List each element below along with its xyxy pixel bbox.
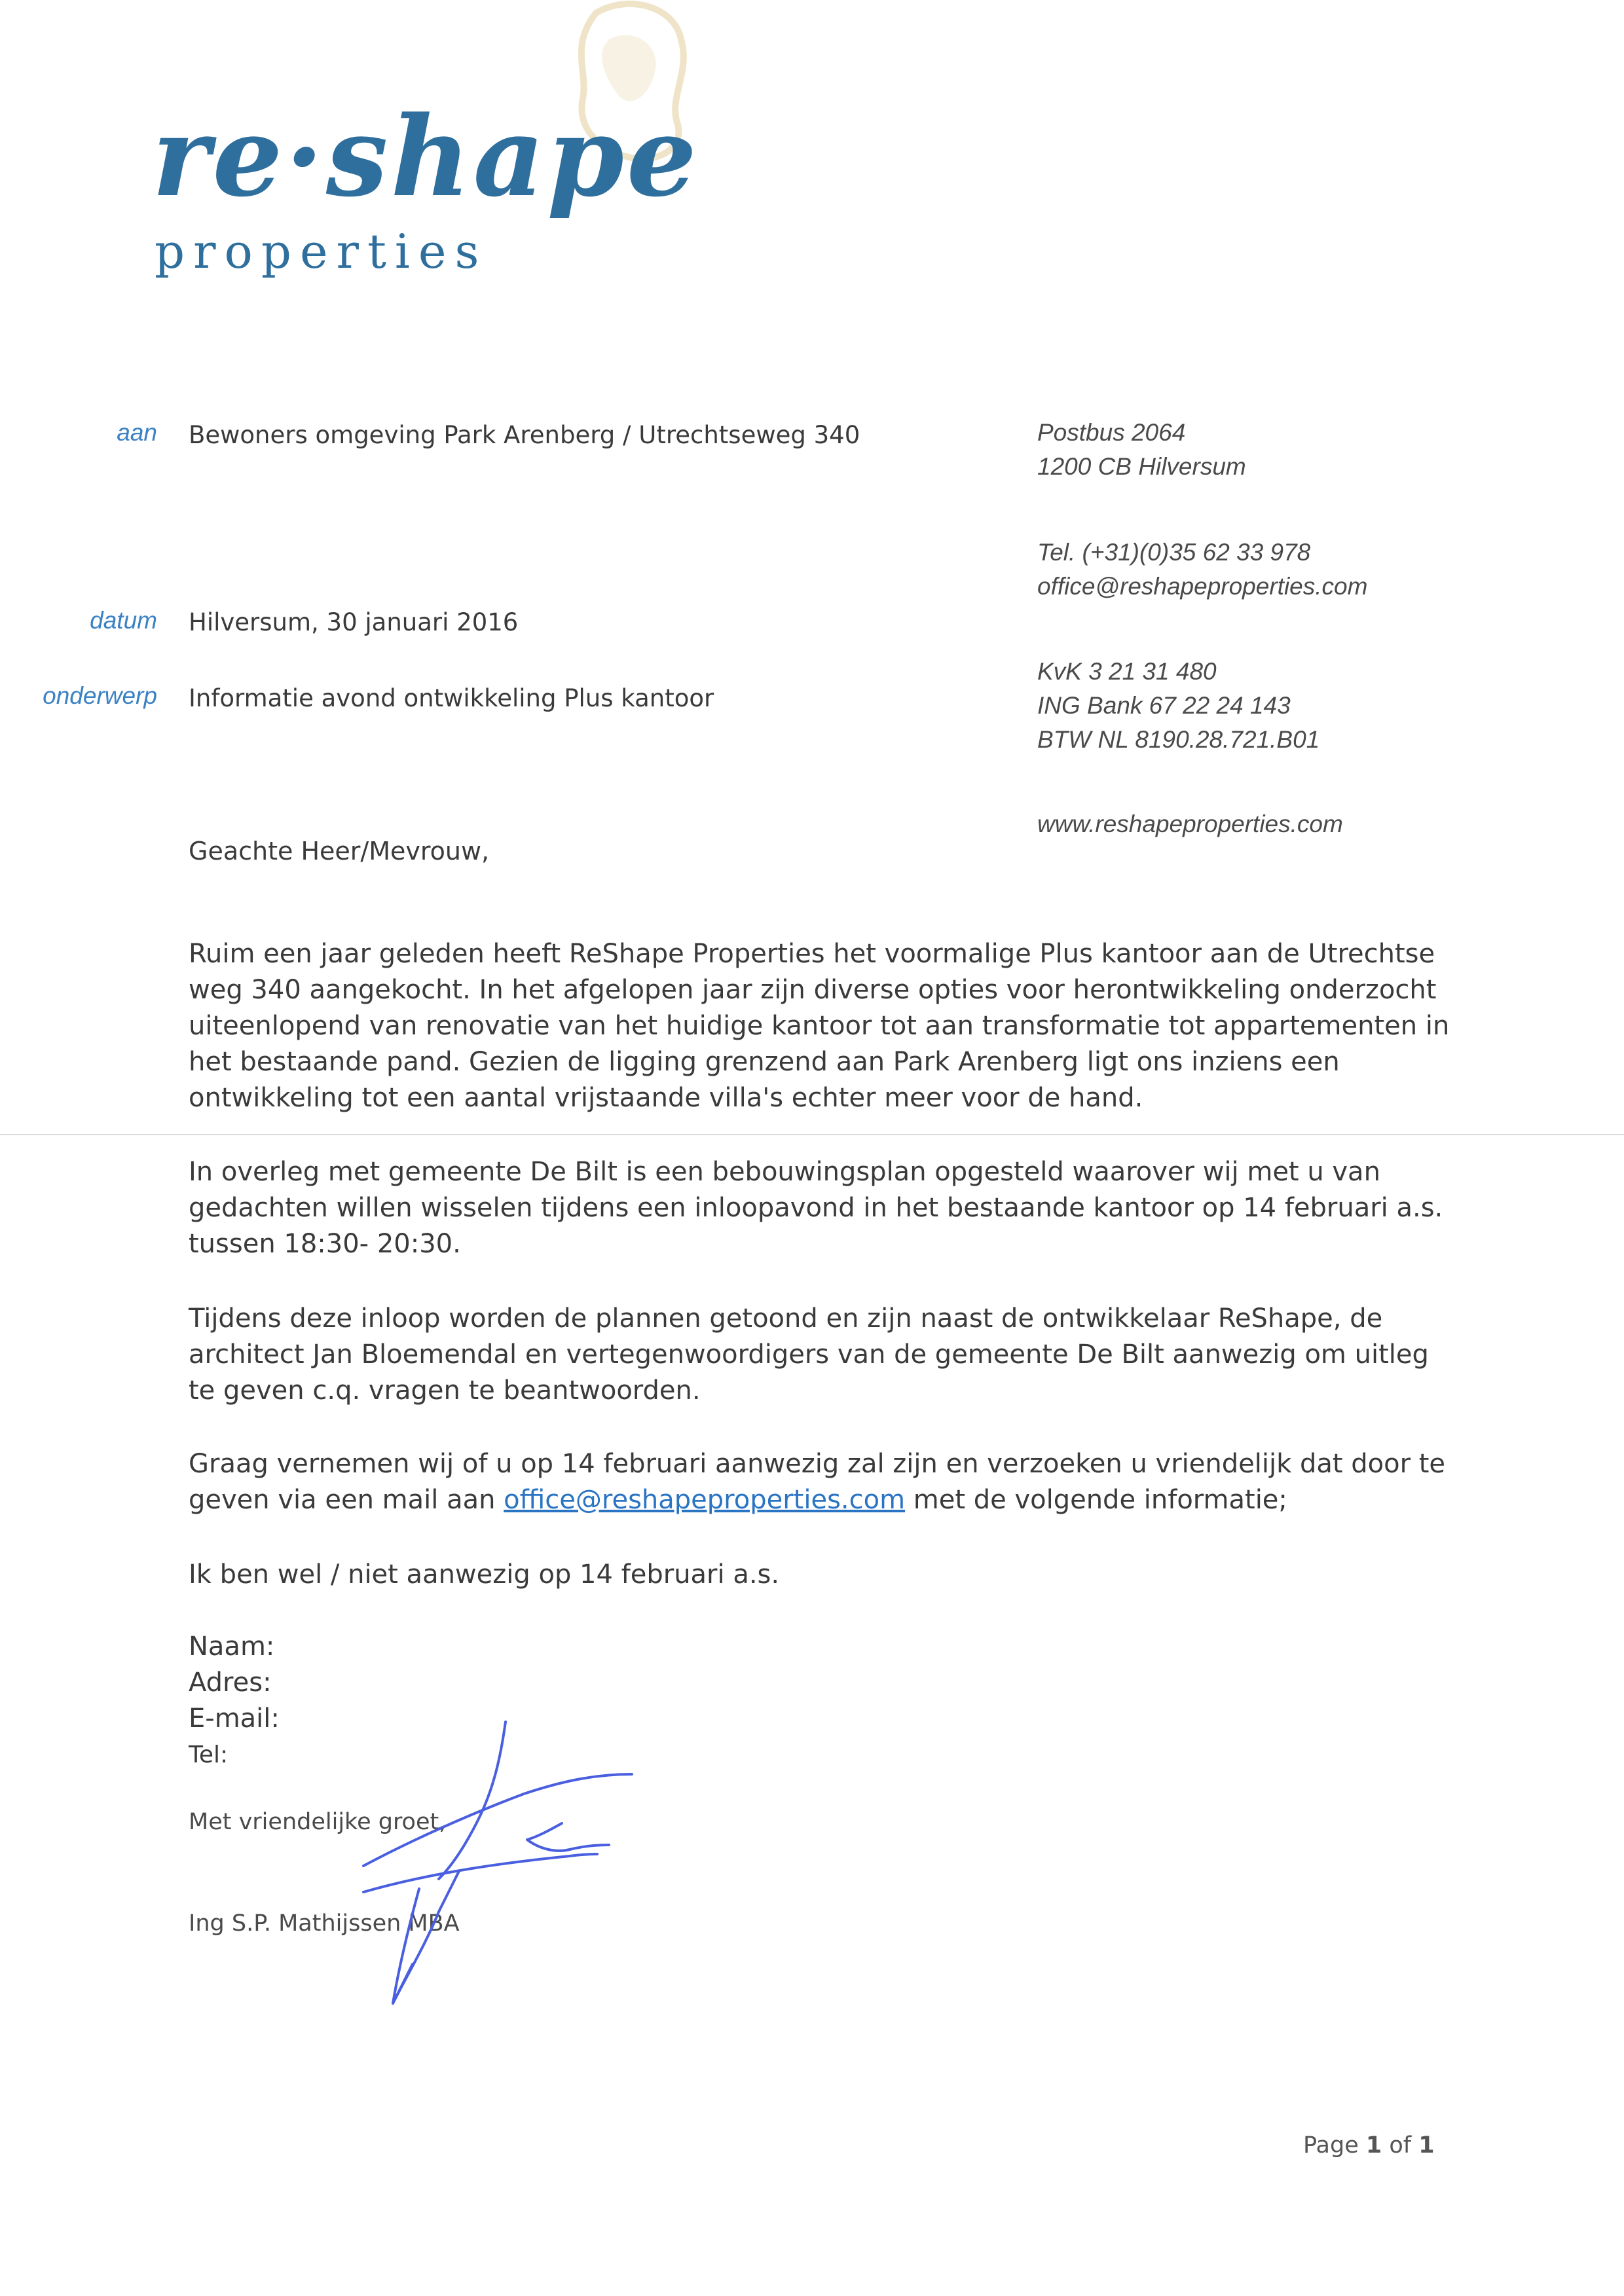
contact-btw: BTW NL 8190.28.721.B01	[1037, 726, 1320, 753]
paragraph-3	[189, 1301, 1459, 1409]
subject-label: onderwerp	[43, 682, 157, 709]
attendance-line	[189, 1557, 1459, 1593]
paragraph-1-text: Ruim een jaar geleden heeft ReShape Properties het voormalige Plus kantoor aan de Utrechtse weg 340 aangekocht. In het afgelopen jaar zijn diverse opties voor herontwikkeling onderzocht uiteenlopend van renovatie van het huidige kantoor tot aan transformatie tot appartementen in het bestaande pand. Gezien de ligging grenzend aan Park Arenberg ligt ons inziens een ontwikkeling tot een aantal vrijstaande villa's echter meer voor de hand.	[189, 939, 1450, 1113]
page-indicator	[1303, 2132, 1435, 2159]
contact-website: www.reshapeproperties.com	[1037, 811, 1343, 837]
closing-greeting: Met vriendelijke groet,	[189, 1809, 447, 1835]
page-of: of	[1389, 2132, 1412, 2159]
paragraph-1	[189, 936, 1459, 1116]
contact-address	[1037, 416, 1246, 484]
contact-registration	[1037, 655, 1320, 757]
paper-fold-line	[0, 1134, 1624, 1135]
form-tel-label: Tel:	[189, 1741, 229, 1768]
paragraph-2-text: In overleg met gemeente De Bilt is een bebouwingsplan opgesteld waarover wij met u van gedachten willen wisselen tijdens een inloopavond in het bestaande kantoor op 14 februari a.s. tussen 18:30- 20:30.	[189, 1157, 1443, 1259]
paragraph-4	[189, 1446, 1459, 1518]
handwritten-signature	[354, 1715, 655, 2030]
form-email-label: E-mail:	[189, 1704, 280, 1734]
address-line-1: Postbus 2064	[1037, 419, 1186, 446]
logo-wordmark: re·shape	[152, 92, 699, 221]
email-link[interactable]: office@reshapeproperties.com	[504, 1485, 906, 1515]
contact-phone: Tel. (+31)(0)35 62 33 978	[1037, 539, 1311, 566]
attendance-text: Ik ben wel / niet aanwezig op 14 februari a.s.	[189, 1559, 780, 1590]
paragraph-4-intro: Graag vernemen wij of u op 14 februari aanwezig zal zijn en verzoeken u vriendelijk dat door te geven via een mail aan	[189, 1449, 1446, 1515]
logo-subtitle: properties	[155, 224, 488, 279]
paragraph-3-text: Tijdens deze inloop worden de plannen getoond en zijn naast de ontwikkelaar ReShape, de architect Jan Bloemendal en vertegenwoordigers van de gemeente De Bilt aanwezig om uitleg te geven c.q. vragen te beantwoorden.	[189, 1303, 1429, 1406]
page-total: 1	[1418, 2132, 1435, 2159]
paragraph-4-text	[189, 1446, 1459, 1518]
subject-value: Informatie avond ontwikkeling Plus kantoor	[189, 684, 714, 712]
page-current: 1	[1365, 2132, 1382, 2159]
address-line-2: 1200 CB Hilversum	[1037, 453, 1246, 480]
form-name-label: Naam:	[189, 1631, 275, 1662]
contact-communication	[1037, 536, 1367, 604]
to-value: Bewoners omgeving Park Arenberg / Utrechtseweg 340	[189, 421, 860, 449]
salutation: Geachte Heer/Mevrouw,	[189, 837, 490, 866]
to-label: aan	[117, 419, 157, 446]
page-prefix: Page	[1303, 2132, 1359, 2159]
paragraph-4-outro: met de volgende informatie;	[905, 1485, 1287, 1515]
contact-kvk: KvK 3 21 31 480	[1037, 658, 1217, 685]
form-address-label: Adres:	[189, 1667, 272, 1698]
reply-form	[189, 1629, 280, 1773]
contact-bank: ING Bank 67 22 24 143	[1037, 692, 1291, 719]
paragraph-2	[189, 1154, 1459, 1262]
date-label: datum	[90, 607, 157, 634]
contact-email: office@reshapeproperties.com	[1037, 573, 1368, 600]
date-value: Hilversum, 30 januari 2016	[189, 608, 519, 636]
signatory-name: Ing S.P. Mathijssen MBA	[189, 1910, 460, 1937]
company-logo	[152, 92, 699, 221]
